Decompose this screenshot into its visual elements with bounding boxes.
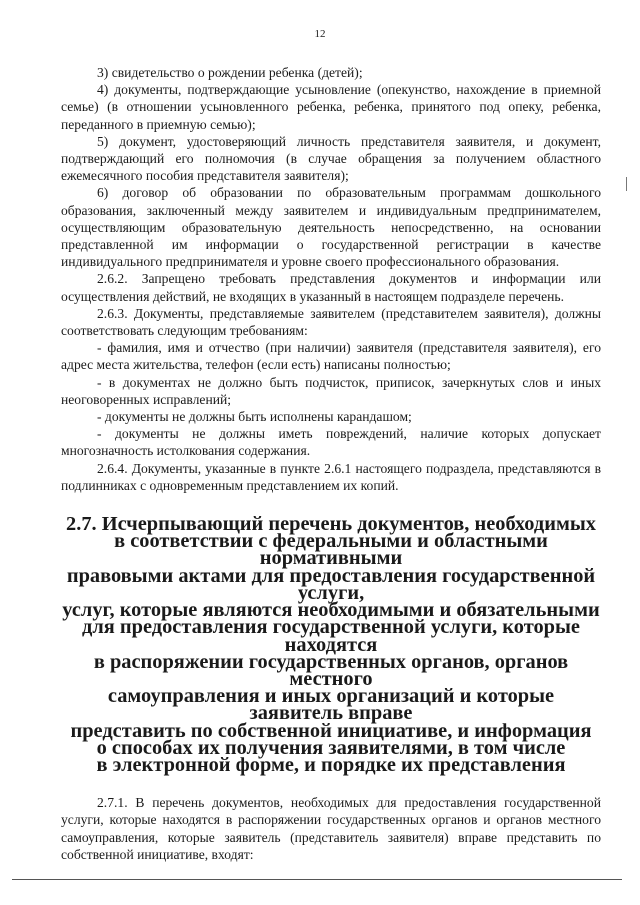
page-number: 12: [314, 28, 326, 40]
heading-line: для предоставления государственной услуги, которые находятся: [82, 616, 580, 656]
paragraph-education-contract: 6) договор об образовании по образовательным программам дошкольного образования, заключенный между заявителем и индивидуальным предпринимателем, осуществляющим образовательную деятельность непосредственно, на основании представленной им информации о государственной регистрации в качестве индивидуального предпринимателя и уровне своего профессионального образования.: [61, 185, 601, 270]
heading-line: услуг, которые являются необходимыми и обязательными: [62, 599, 600, 622]
margin-mark: [626, 177, 627, 191]
heading-line: в электронной форме, и порядке их представления: [96, 753, 566, 776]
paragraph-2-7-1: 2.7.1. В перечень документов, необходимых для предоставления государственной услуги, которые находятся в распоряжении государственных органов и органов местного самоуправления, которые заявитель (представитель заявителя) вправе представить по собственной инициативе, входят:: [61, 795, 601, 862]
heading-line: в соответствии с федеральными и областными нормативными: [114, 530, 548, 570]
bottom-rule: [12, 879, 622, 880]
paragraph-2-6-4: 2.6.4. Документы, указанные в пункте 2.6.1 настоящего подраздела, представляются в подлинниках с одновременным представлением их копий.: [61, 460, 601, 493]
requirement-full-name: - фамилия, имя и отчество (при наличии) заявителя (представителя заявителя), его адрес места жительства, телефон (если есть) написаны полностью;: [61, 340, 601, 373]
heading-line: правовыми актами для предоставления государственной услуги,: [66, 564, 596, 604]
paragraph-2-6-2: 2.6.2. Запрещено требовать представления документов и информации или осуществления действий, не входящих в указанный в настоящем подразделе перечень.: [61, 271, 601, 304]
heading-line: представить по собственной инициативе, и информация: [70, 719, 592, 742]
requirement-no-pencil: - документы не должны быть исполнены карандашом;: [97, 409, 412, 425]
heading-line: 2.7. Исчерпывающий перечень документов, необходимых: [66, 513, 596, 536]
paragraph-birth-certificate: 3) свидетельство о рождении ребенка (детей);: [97, 65, 363, 80]
paragraph-adoption-documents: 4) документы, подтверждающие усыновление (опекунство, нахождение в приемной семье) (в отношении усыновленного ребенка, ребенка, принятого под опеку, ребенка, переданного в приемную семью);: [61, 82, 601, 132]
section-heading-2-7: [61, 513, 601, 776]
paragraph-2-6-3: 2.6.3. Документы, представляемые заявителем (представителем заявителя), должны соответствовать следующим требованиям:: [61, 305, 601, 339]
requirement-no-erasures: - в документах не должно быть подчисток, приписок, зачеркнутых слов и иных неоговоренных исправлений;: [61, 374, 601, 407]
requirement-no-damage: - документы не должны иметь повреждений, наличие которых допускает многозначность истолкования содержания.: [61, 426, 601, 459]
document-body: [61, 64, 601, 863]
heading-line: в распоряжении государственных органов, органов местного: [93, 650, 569, 690]
heading-line: самоуправления и иных организаций и которые заявитель вправе: [107, 685, 555, 725]
heading-line: о способах их получения заявителями, в том числе: [96, 736, 566, 759]
paragraph-identity-document: 5) документ, удостоверяющий личность представителя заявителя, и документ, подтверждающий его полномочия (в случае обращения за получением областного ежемесячного пособия представителя заявителя);: [61, 133, 601, 184]
